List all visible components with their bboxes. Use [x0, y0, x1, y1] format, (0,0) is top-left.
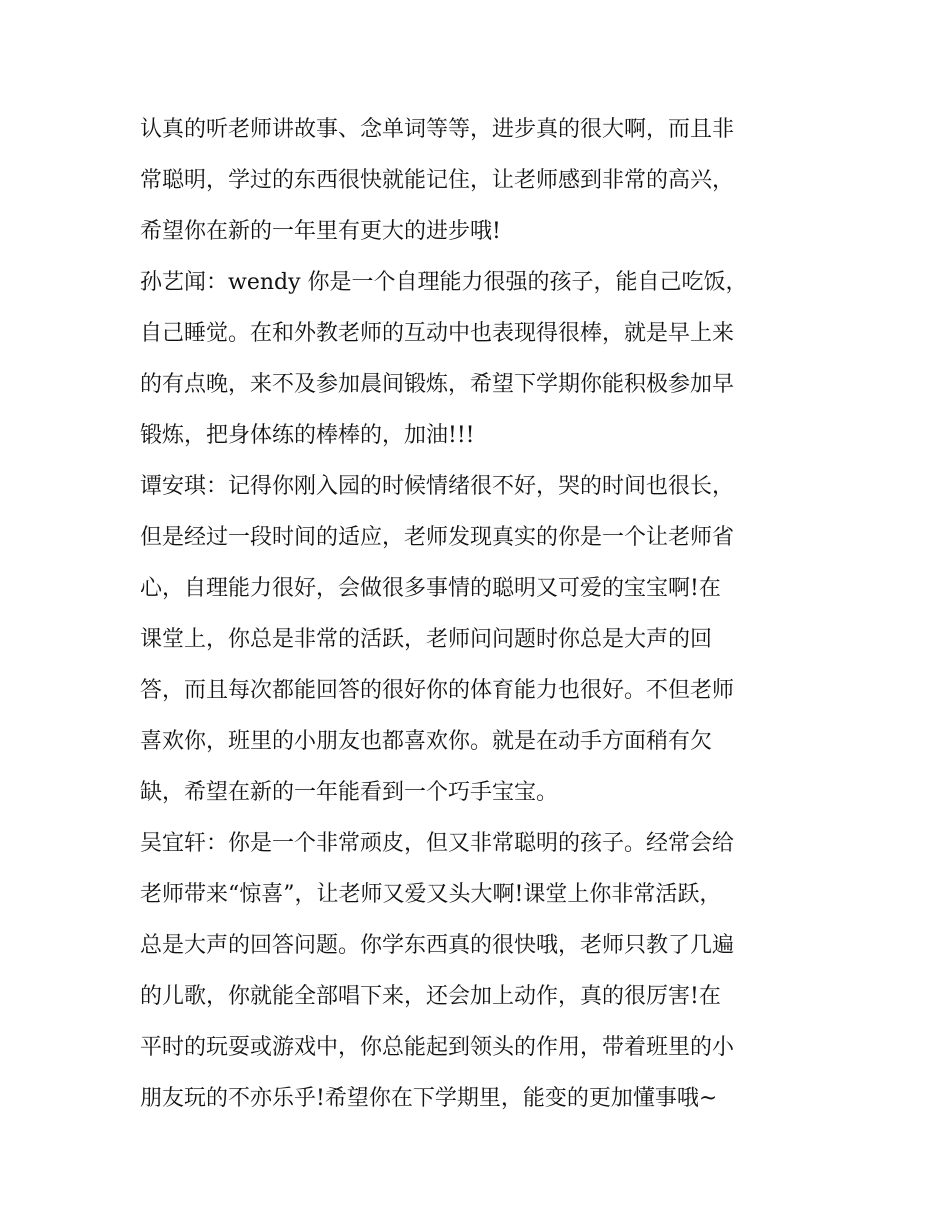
text-line: 缺，希望在新的一年能看到一个巧手宝宝。 — [140, 780, 559, 805]
text-line: 锻炼，把身体练的棒棒的，加油!!! — [140, 423, 475, 448]
text-line: 课堂上，你总是非常的活跃，老师问问题时你总是大声的回 — [140, 627, 713, 652]
text-line: 希望你在新的一年里有更大的进步哦! — [140, 219, 501, 244]
text-line: 但是经过一段时间的适应，老师发现真实的你是一个让老师省 — [140, 525, 735, 550]
text-line: 心，自理能力很好，会做很多事情的聪明又可爱的宝宝啊!在 — [140, 576, 721, 601]
document-body — [140, 104, 820, 1124]
text-line: 常聪明，学过的东西很快就能记住，让老师感到非常的高兴， — [140, 168, 735, 193]
text-line: 吴宜轩：你是一个非常顽皮，但又非常聪明的孩子。经常会给 — [140, 831, 735, 856]
text-line: 自己睡觉。在和外教老师的互动中也表现得很棒，就是早上来 — [140, 321, 735, 346]
text-line: 孙艺闻：wendy 你是一个自理能力很强的孩子，能自己吃饭， — [140, 270, 748, 295]
text-line: 总是大声的回答问题。你学东西真的很快哦，老师只教了几遍 — [140, 933, 735, 958]
text-line: 谭安琪：记得你刚入园的时候情绪很不好，哭的时间也很长， — [140, 474, 735, 499]
text-line: 老师带来“惊喜”，让老师又爱又头大啊!课堂上你非常活跃， — [140, 882, 722, 907]
text-line: 朋友玩的不亦乐乎!希望你在下学期里，能变的更加懂事哦~ — [140, 1086, 718, 1111]
text-line: 的儿歌，你就能全部唱下来，还会加上动作，真的很厉害!在 — [140, 984, 721, 1009]
text-line: 认真的听老师讲故事、念单词等等，进步真的很大啊，而且非 — [140, 117, 735, 142]
text-line: 的有点晚，来不及参加晨间锻炼，希望下学期你能积极参加早 — [140, 372, 735, 397]
text-line: 平时的玩耍或游戏中，你总能起到领头的作用，带着班里的小 — [140, 1035, 735, 1060]
text-line: 答，而且每次都能回答的很好你的体育能力也很好。不但老师 — [140, 678, 735, 703]
text-line: 喜欢你，班里的小朋友也都喜欢你。就是在动手方面稍有欠 — [140, 729, 713, 754]
